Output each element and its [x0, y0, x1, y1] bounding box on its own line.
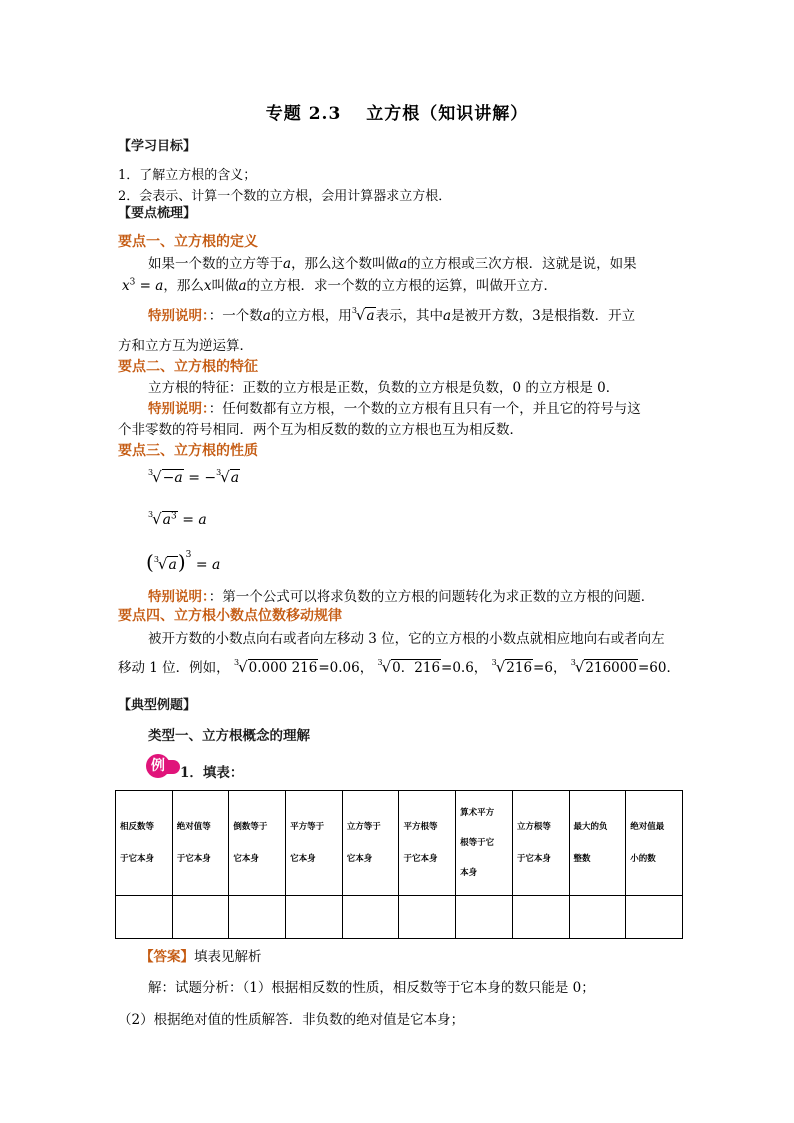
var-a: a: [238, 278, 247, 294]
table-blank-cell: [172, 896, 229, 939]
table-header-cell: 算术平方 根等于它 本身: [456, 791, 513, 896]
table-blank-cell: [569, 896, 626, 939]
fill-in-table: [115, 790, 683, 939]
cube-root-symbol: $^3$√a: [351, 306, 375, 324]
table-blank-cell: [342, 896, 399, 939]
table-header-row: [116, 791, 683, 896]
example-1-label: 1．填表：: [180, 765, 244, 781]
examples-heading: 【典型例题】: [118, 698, 197, 713]
formula-2: $^3√a^3 = a$: [148, 510, 207, 528]
table-header-cell: 绝对值等 于它本身: [172, 791, 229, 896]
table-header-cell: 相反数等 于它本身: [116, 791, 173, 896]
var-x: x: [122, 278, 130, 294]
kp1-line2: $x^3 = a$，那么x叫做a的立方根．求一个数的立方根的运算，叫做开立方．: [122, 277, 558, 294]
table-blank-cell: [229, 896, 286, 939]
answer-line: 【答案】填表见解析: [140, 949, 262, 965]
formula-3: $(^3√a)^3 = a$: [146, 550, 221, 574]
table-blank-cell: [626, 896, 683, 939]
kp1-line1: 如果一个数的立方等于a，那么这个数叫做a的立方根或三次方根．这就是说，如果: [148, 256, 637, 272]
kp2-heading: 要点二、立方根的特征: [118, 359, 258, 375]
var-a: a: [155, 278, 164, 294]
table-blank-cell: [399, 896, 456, 939]
table-header-cell: 倒数等于 它本身: [229, 791, 286, 896]
kp1-note-line1: 特别说明：：一个数a的立方根，用$^3$√a表示，其中a是被开方数，3是根指数．开立: [148, 306, 636, 324]
page-title: 专题 2.3 立方根（知识讲解）: [265, 104, 529, 124]
table-blank-cell: [512, 896, 569, 939]
var-a: a: [399, 256, 408, 272]
table-header-cell: 立方等于 它本身: [342, 791, 399, 896]
kp4-line2: 移动 1 位．例如， $^3$√0.000 216=0.06， $^3$√0．216=0.6， $^3$√216=6， $^3$√216000=60．: [118, 658, 680, 676]
formula-1: $^3$√−a = −$^3$√a: [148, 468, 240, 486]
table-header-cell: 平方根等 于它本身: [399, 791, 456, 896]
kp2-line1: 立方根的特征：正数的立方根是正数，负数的立方根是负数，0 的立方根是 0．: [148, 380, 620, 396]
example-badge-icon: 例: [146, 754, 170, 778]
type1-heading: 类型一、立方根概念的理解: [148, 728, 310, 744]
table-header-cell: 绝对值最 小的数: [626, 791, 683, 896]
kp4-line1: 被开方数的小数点向右或者向左移动 3 位，它的立方根的小数点就相应地向右或者向左: [148, 631, 665, 647]
kp3-note: 特别说明：：第一个公式可以将求负数的立方根的问题转化为求正数的立方根的问题．: [148, 589, 655, 605]
table-header-cell: 最大的负 整数: [569, 791, 626, 896]
kp2-note-line1: 特别说明：：任何数都有立方根，一个数的立方根有且只有一个，并且它的符号与这: [148, 401, 641, 417]
table-header-cell: 立方根等 于它本身: [512, 791, 569, 896]
kp4-heading: 要点四、立方根小数点位数移动规律: [118, 608, 342, 624]
table-blank-cell: [456, 896, 513, 939]
var-x: x: [203, 278, 212, 294]
kp2-note-line2: 个非零数的符号相同．两个互为相反数的数的立方根也互为相反数．: [118, 422, 523, 438]
kp3-heading: 要点三、立方根的性质: [118, 443, 258, 459]
table-answer-row: [116, 896, 683, 939]
table-header-cell: 平方等于 它本身: [286, 791, 343, 896]
solution-line2: （2）根据绝对值的性质解答．非负数的绝对值是它本身；: [118, 1012, 465, 1028]
keypoints-heading: 【要点梳理】: [118, 206, 197, 221]
var-a: a: [283, 256, 292, 272]
table-blank-cell: [116, 896, 173, 939]
goal-item-2: 2．会表示、计算一个数的立方根，会用计算器求立方根．: [118, 189, 452, 204]
goal-item-1: 1．了解立方根的含义；: [118, 168, 257, 183]
learning-goals-heading: 【学习目标】: [118, 139, 197, 154]
solution-line1: 解：试题分析：（1）根据相反数的性质，相反数等于它本身的数只能是 0；: [148, 980, 595, 996]
kp1-note-line2: 方和立方互为逆运算．: [118, 338, 253, 354]
kp1-heading: 要点一、立方根的定义: [118, 234, 258, 250]
table-blank-cell: [286, 896, 343, 939]
